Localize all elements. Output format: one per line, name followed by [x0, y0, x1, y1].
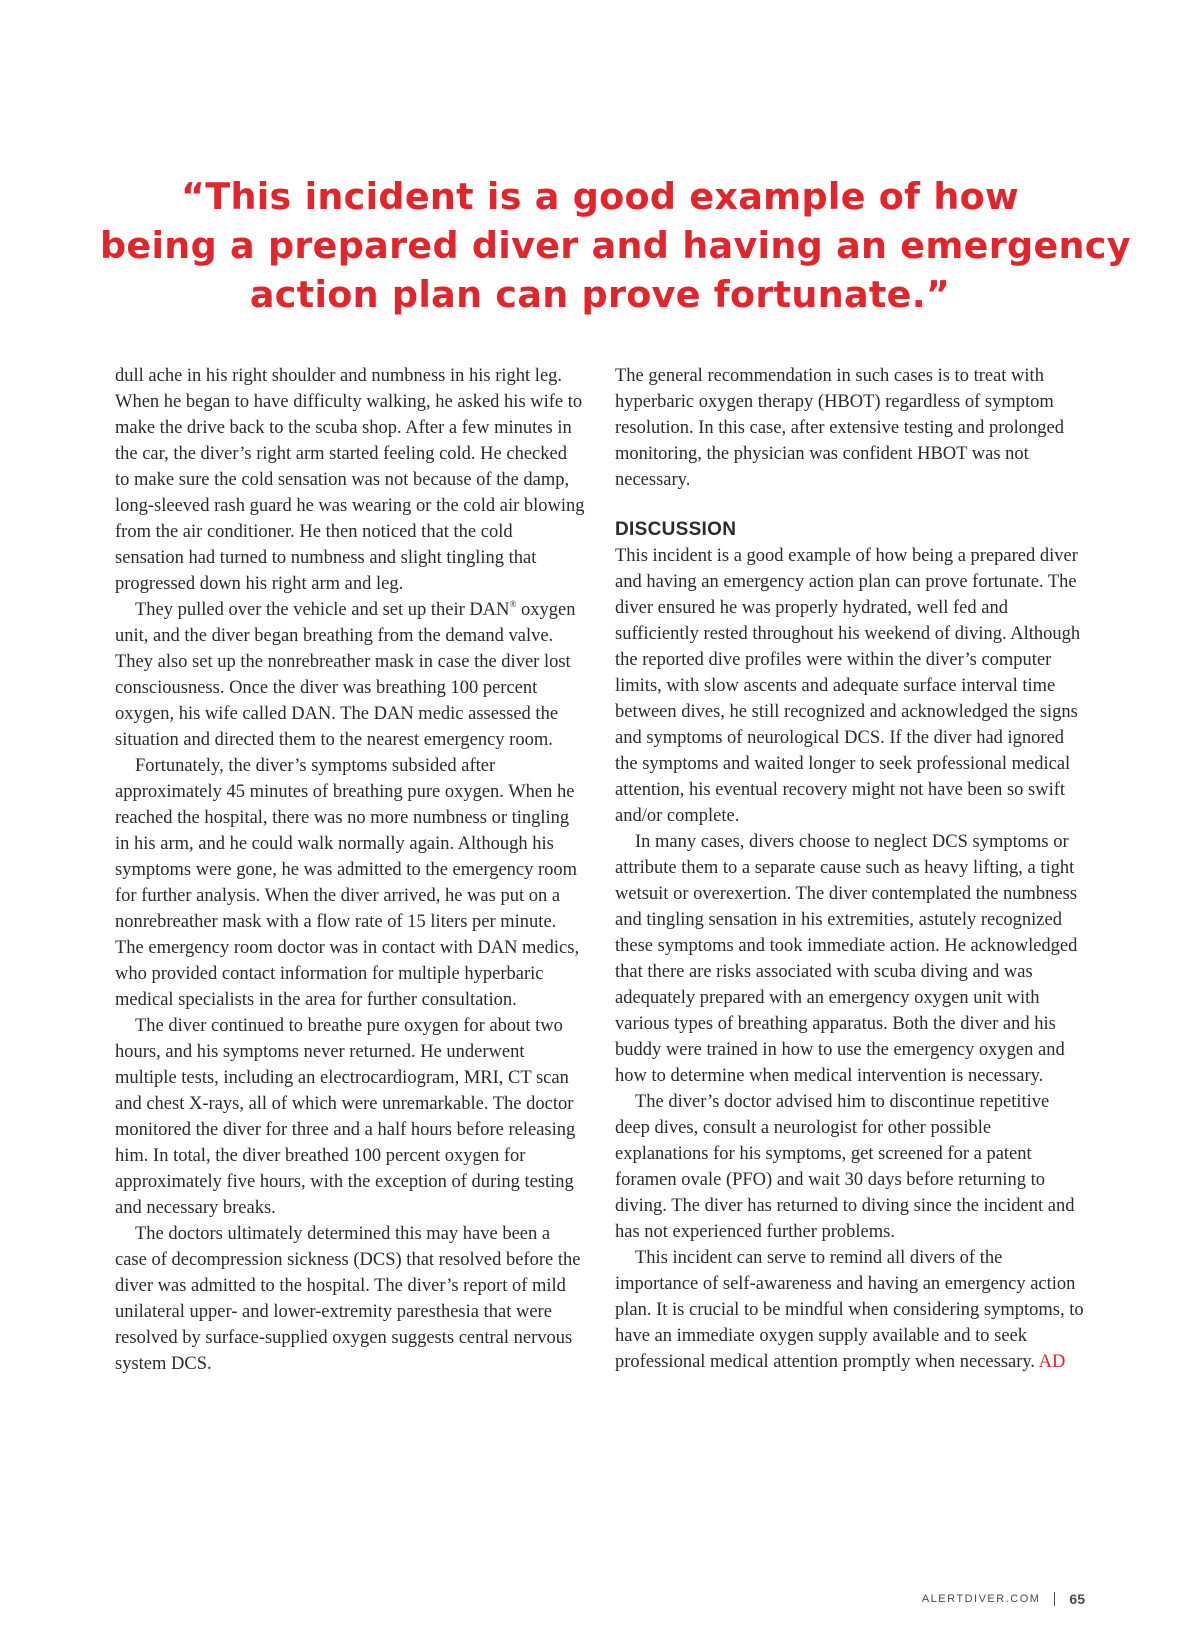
paragraph: The diver’s doctor advised him to discontinue repetitive deep dives, consult a neurologist for other possible explanations for his symptoms, get screened for a patent foramen ovale (PFO) and wait 30 days before returning to diving. The diver has returned to diving since the incident and has not experienced further problems. — [615, 1092, 1075, 1242]
pull-quote-line: “This incident is a good example of how — [180, 175, 1020, 218]
paragraph — [115, 597, 585, 753]
paragraph: The doctors ultimately determined this may have been a case of decompression sickness (DCS) that resolved before the diver was admitted to the hospital. The diver’s report of mild unilateral upper- and lower-extremity paresthesia that were resolved by surface-supplied oxygen suggests central nervous system DCS. — [115, 1224, 581, 1374]
paragraph — [615, 1245, 1085, 1375]
paragraph-text: This incident can serve to remind all divers of the importance of self-awareness and having an emergency action plan. It is crucial to be mindful when considering symptoms, to have an immediate oxygen supply available and to seek professional medical attention promptly when necessary. — [615, 1248, 1084, 1372]
paragraph: This incident is a good example of how being a prepared diver and having an emergency action plan can prove fortunate. The diver ensured he was properly hydrated, well fed and sufficiently rested throughout his weekend of diving. Although the reported dive profiles were within the diver’s computer limits, with slow ascents and adequate surface interval time between dives, he still recognized and acknowledged the signs and symptoms of neurological DCS. If the diver had ignored the symptoms and waited longer to seek professional medical attention, his eventual recovery might not have been so swift and/or complete. — [615, 546, 1081, 826]
paragraph: The diver continued to breathe pure oxygen for about two hours, and his symptoms never returned. He underwent multiple tests, including an electrocardiogram, MRI, CT scan and chest X-rays, all of which were unremarkable. The doctor monitored the diver for three and a half hours before releasing him. In total, the diver breathed 100 percent oxygen for approximately five hours, with the exception of during testing and necessary breaks. — [115, 1016, 576, 1218]
registered-mark: ® — [509, 599, 517, 609]
page-footer — [922, 1591, 1085, 1607]
section-spacer — [615, 493, 1085, 517]
page-number: 65 — [1069, 1591, 1085, 1607]
paragraph: Fortunately, the diver’s symptoms subsided after approximately 45 minutes of breathing pure oxygen. When he reached the hospital, there was no more numbness or tingling in his arm, and he could walk normally again. Although his symptoms were gone, he was admitted to the emergency room for further analysis. When the diver arrived, he was put on a nonrebreather mask with a flow rate of 15 liters per minute. The emergency room doctor was in contact with DAN medics, who provided contact information for multiple hyperbaric medical specialists in the area for further consultation. — [115, 756, 580, 1010]
pull-quote-line: action plan can prove fortunate.” — [249, 273, 951, 316]
end-mark: AD — [1038, 1352, 1066, 1372]
paragraph-text: They pulled over the vehicle and set up their DAN — [135, 600, 510, 620]
pull-quote — [100, 172, 1131, 319]
section-heading: DISCUSSION — [615, 519, 737, 540]
footer-site: ALERTDIVER.COM — [921, 1593, 1041, 1605]
pull-quote-line: being a prepared diver and having an emergency — [100, 224, 1131, 267]
paragraph: In many cases, divers choose to neglect DCS symptoms or attribute them to a separate cause such as heavy lifting, a tight wetsuit or overexertion. The diver contemplated the numbness and tingling sensation in his extremities, astutely recognized these symptoms and took immediate action. He acknowledged that there are risks associated with scuba diving and was adequately prepared with an emergency oxygen unit with various types of breathing apparatus. Both the diver and his buddy were trained in how to use the emergency oxygen and how to determine when medical intervention is necessary. — [615, 832, 1078, 1086]
paragraph-text: oxygen unit, and the diver began breathing from the demand valve. They also set up the nonrebreather mask in case the diver lost consciousness. Once the diver was breathing 100 percent oxygen, his wife called DAN. The DAN medic assessed the situation and directed them to the nearest emergency room. — [115, 600, 576, 750]
footer-divider — [1054, 1592, 1055, 1606]
left-column — [115, 363, 585, 1377]
paragraph: The general recommendation in such cases is to treat with hyperbaric oxygen therapy (HBOT) regardless of symptom resolution. In this case, after extensive testing and prolonged monitoring, the physician was confident HBOT was not necessary. — [615, 366, 1065, 490]
right-column — [615, 363, 1085, 1375]
paragraph: dull ache in his right shoulder and numbness in his right leg. When he began to have difficulty walking, he asked his wife to make the drive back to the scuba shop. After a few minutes in the car, the diver’s right arm started feeling cold. He checked to make sure the cold sensation was not because of the damp, long-sleeved rash guard he was wearing or the cold air blowing from the air conditioner. He then noticed that the cold sensation had turned to numbness and slight tingling that progressed down his right arm and leg. — [115, 366, 585, 594]
